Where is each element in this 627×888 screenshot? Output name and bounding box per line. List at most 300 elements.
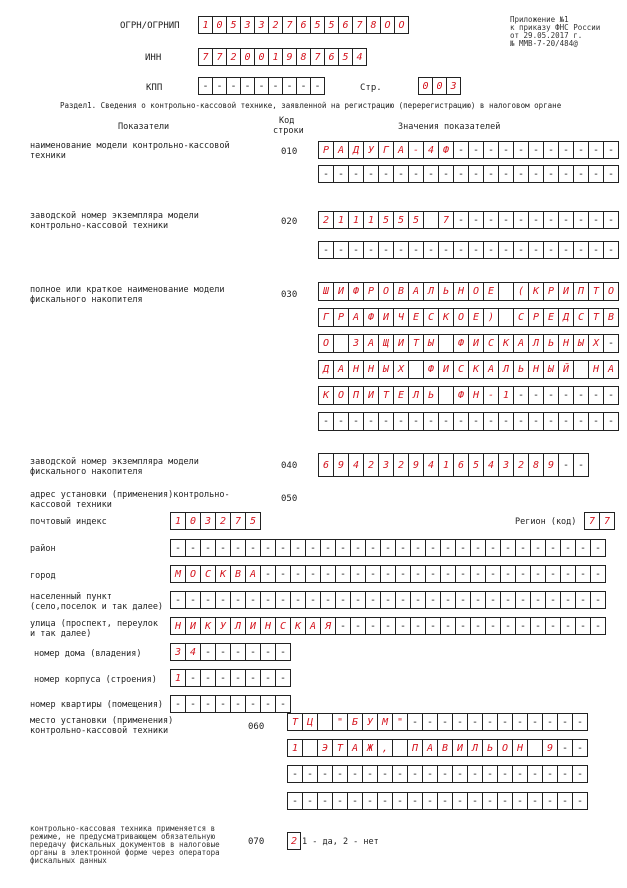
char-cell: О: [318, 334, 334, 353]
char-cell: -: [530, 591, 546, 609]
char-cell: -: [485, 617, 501, 635]
install-place-row[interactable]: [287, 739, 588, 757]
district-input[interactable]: [170, 539, 606, 557]
char-cell: -: [485, 591, 501, 609]
kpp-label: КПП: [146, 83, 163, 93]
char-cell: -: [423, 412, 439, 431]
char-cell: Е: [483, 282, 499, 301]
char-cell: 1: [498, 386, 514, 405]
char-cell: Л: [467, 739, 483, 757]
label-postal: почтовый индекс: [30, 517, 107, 527]
char-cell: П: [348, 386, 364, 405]
char-cell: -: [557, 713, 573, 731]
char-cell: -: [347, 792, 363, 810]
char-cell: 9: [543, 453, 559, 477]
fn-name-row[interactable]: [318, 334, 619, 353]
char-cell: 6: [296, 16, 311, 34]
char-cell: -: [453, 141, 469, 159]
char-cell: -: [410, 591, 426, 609]
char-cell: -: [512, 713, 528, 731]
fn-serial-input[interactable]: [318, 453, 589, 477]
char-cell: И: [558, 282, 574, 301]
char-cell: -: [453, 211, 469, 229]
char-cell: -: [543, 241, 559, 259]
char-cell: -: [482, 792, 498, 810]
char-cell: [408, 360, 424, 379]
char-cell: Ж: [362, 739, 378, 757]
appendix-note: [510, 16, 600, 48]
appendix-line: № ММВ-7-20/484@: [510, 39, 578, 48]
fn-name-row[interactable]: [318, 412, 619, 431]
postal-code-input[interactable]: [170, 512, 261, 530]
ogrn-label: ОГРН/ОГРНИП: [120, 21, 180, 31]
char-cell: -: [392, 765, 408, 783]
char-cell: А: [422, 739, 438, 757]
char-cell: А: [408, 282, 424, 301]
char-cell: -: [455, 591, 471, 609]
char-cell: 7: [352, 16, 367, 34]
section-title: Раздел1. Сведения о контрольно-кассовой технике, заявленной на регистрацию (перерегистрацию) в налоговом органе: [60, 101, 562, 110]
char-cell: Я: [320, 617, 336, 635]
char-cell: 3: [498, 453, 514, 477]
char-cell: -: [287, 765, 303, 783]
char-cell: -: [393, 241, 409, 259]
char-cell: -: [347, 765, 363, 783]
char-cell: -: [467, 765, 483, 783]
fn-name-row[interactable]: [318, 282, 619, 301]
char-cell: М: [377, 713, 393, 731]
label-street-2: и так далее): [30, 629, 92, 639]
fn-name-row[interactable]: [318, 308, 619, 327]
char-cell: -: [425, 565, 441, 583]
char-cell: -: [528, 412, 544, 431]
char-cell: 5: [310, 16, 325, 34]
char-cell: -: [603, 412, 619, 431]
char-cell: -: [198, 77, 213, 95]
char-cell: -: [365, 539, 381, 557]
char-cell: Р: [528, 308, 544, 327]
char-cell: 8: [528, 453, 544, 477]
char-cell: 2: [268, 16, 283, 34]
char-cell: -: [185, 539, 201, 557]
char-cell: -: [588, 412, 604, 431]
char-cell: -: [498, 412, 514, 431]
char-cell: А: [483, 360, 499, 379]
char-cell: -: [603, 211, 619, 229]
char-cell: -: [230, 669, 246, 687]
street-input[interactable]: [170, 617, 606, 635]
page-number: [418, 77, 461, 95]
char-cell: -: [393, 412, 409, 431]
char-cell: Х: [588, 334, 604, 353]
char-cell: 9: [542, 739, 558, 757]
char-cell: К: [200, 617, 216, 635]
char-cell: -: [350, 591, 366, 609]
char-cell: -: [572, 765, 588, 783]
char-cell: -: [275, 539, 291, 557]
code-020: 020: [281, 217, 298, 227]
char-cell: -: [408, 141, 424, 159]
char-cell: Э: [317, 739, 333, 757]
char-cell: Е: [408, 308, 424, 327]
char-cell: -: [470, 565, 486, 583]
label-070-line: режиме, не предусматривающем обязательную: [30, 832, 216, 841]
char-cell: -: [245, 669, 261, 687]
char-cell: [498, 282, 514, 301]
flat-input[interactable]: [170, 695, 291, 713]
char-cell: С: [275, 617, 291, 635]
char-cell: Н: [363, 360, 379, 379]
char-cell: -: [305, 591, 321, 609]
char-cell: -: [215, 539, 231, 557]
char-cell: В: [230, 565, 246, 583]
char-cell: -: [410, 617, 426, 635]
char-cell: -: [290, 591, 306, 609]
char-cell: -: [230, 695, 246, 713]
char-cell: -: [335, 539, 351, 557]
char-cell: 2: [287, 832, 301, 850]
locality-input[interactable]: [170, 591, 606, 609]
char-cell: Ф: [453, 334, 469, 353]
char-cell: -: [423, 241, 439, 259]
char-cell: -: [407, 765, 423, 783]
fn-name-row[interactable]: [318, 360, 619, 379]
char-cell: -: [485, 539, 501, 557]
char-cell: -: [530, 565, 546, 583]
char-cell: Н: [170, 617, 186, 635]
char-cell: 9: [333, 453, 349, 477]
char-cell: 5: [378, 211, 394, 229]
region-code-input[interactable]: [584, 512, 615, 530]
char-cell: Ь: [423, 386, 439, 405]
char-cell: Н: [512, 739, 528, 757]
char-cell: [423, 211, 439, 229]
char-cell: 5: [226, 16, 241, 34]
char-cell: Г: [318, 308, 334, 327]
serial-row[interactable]: [318, 241, 619, 259]
char-cell: -: [425, 539, 441, 557]
char-cell: -: [348, 412, 364, 431]
char-cell: -: [542, 713, 558, 731]
char-cell: -: [543, 141, 559, 159]
char-cell: 1: [198, 16, 213, 34]
char-cell: -: [230, 591, 246, 609]
char-cell: -: [528, 211, 544, 229]
char-cell: -: [603, 334, 619, 353]
char-cell: -: [215, 643, 231, 661]
ogrn-input[interactable]: [198, 16, 409, 34]
char-cell: 8: [366, 16, 381, 34]
char-cell: [438, 386, 454, 405]
char-cell: -: [185, 695, 201, 713]
char-cell: И: [245, 617, 261, 635]
label-060-2: контрольно-кассовой техники: [30, 726, 169, 736]
char-cell: З: [348, 334, 364, 353]
char-cell: И: [393, 334, 409, 353]
building-input[interactable]: [170, 669, 291, 687]
char-cell: -: [440, 617, 456, 635]
char-cell: -: [557, 765, 573, 783]
char-cell: -: [515, 617, 531, 635]
install-place-row[interactable]: [287, 765, 588, 783]
char-cell: -: [527, 792, 543, 810]
char-cell: -: [497, 792, 513, 810]
char-cell: -: [483, 241, 499, 259]
char-cell: ": [392, 713, 408, 731]
char-cell: -: [438, 165, 454, 183]
char-cell: -: [437, 765, 453, 783]
char-cell: -: [543, 412, 559, 431]
house-input[interactable]: [170, 643, 291, 661]
char-cell: -: [558, 241, 574, 259]
col-values: Значения показателей: [398, 122, 501, 132]
char-cell: -: [513, 211, 529, 229]
char-cell: -: [215, 695, 231, 713]
char-cell: -: [365, 617, 381, 635]
char-cell: В: [437, 739, 453, 757]
char-cell: -: [545, 591, 561, 609]
char-cell: (: [513, 282, 529, 301]
char-cell: В: [603, 308, 619, 327]
code-030: 030: [281, 290, 298, 300]
code-040: 040: [281, 461, 298, 471]
char-cell: -: [260, 695, 276, 713]
char-cell: -: [528, 386, 544, 405]
char-cell: -: [498, 211, 514, 229]
char-cell: -: [200, 591, 216, 609]
install-place-row[interactable]: [287, 713, 588, 731]
char-cell: -: [410, 539, 426, 557]
char-cell: Й: [558, 360, 574, 379]
char-cell: -: [575, 565, 591, 583]
char-cell: -: [407, 713, 423, 731]
kpp-input[interactable]: [198, 77, 325, 95]
char-cell: -: [363, 165, 379, 183]
char-cell: -: [453, 412, 469, 431]
char-cell: -: [318, 241, 334, 259]
char-cell: 6: [338, 16, 353, 34]
char-cell: 3: [378, 453, 394, 477]
char-cell: ): [483, 308, 499, 327]
char-cell: -: [485, 565, 501, 583]
label-070-line: органы в электронной форме через оператора: [30, 848, 220, 857]
char-cell: -: [378, 412, 394, 431]
char-cell: 4: [483, 453, 499, 477]
char-cell: Н: [468, 386, 484, 405]
char-cell: -: [453, 241, 469, 259]
char-cell: -: [302, 792, 318, 810]
char-cell: -: [512, 765, 528, 783]
page-label: Стр.: [360, 83, 382, 93]
char-cell: -: [438, 412, 454, 431]
char-cell: К: [438, 308, 454, 327]
char-cell: 2: [363, 453, 379, 477]
char-cell: А: [363, 334, 379, 353]
char-cell: -: [453, 165, 469, 183]
char-cell: -: [275, 695, 291, 713]
char-cell: 0: [418, 77, 433, 95]
char-cell: С: [513, 308, 529, 327]
char-cell: -: [335, 617, 351, 635]
char-cell: -: [320, 539, 336, 557]
char-cell: Р: [363, 282, 379, 301]
char-cell: -: [455, 617, 471, 635]
char-cell: -: [513, 141, 529, 159]
char-cell: -: [558, 386, 574, 405]
char-cell: Г: [378, 141, 394, 159]
model-name-row[interactable]: [318, 141, 619, 159]
char-cell: 3: [240, 16, 255, 34]
char-cell: А: [333, 360, 349, 379]
char-cell: -: [590, 539, 606, 557]
char-cell: М: [170, 565, 186, 583]
char-cell: Н: [558, 334, 574, 353]
char-cell: -: [603, 241, 619, 259]
char-cell: ": [332, 713, 348, 731]
char-cell: 7: [282, 16, 297, 34]
label-030: полное или краткое наименование модели фискального накопителя: [30, 285, 225, 305]
char-cell: В: [393, 282, 409, 301]
char-cell: -: [575, 617, 591, 635]
char-cell: -: [245, 539, 261, 557]
model-name-row[interactable]: [318, 165, 619, 183]
char-cell: -: [230, 539, 246, 557]
char-cell: Ш: [318, 282, 334, 301]
char-cell: -: [362, 765, 378, 783]
char-cell: Н: [528, 360, 544, 379]
char-cell: -: [528, 165, 544, 183]
char-cell: -: [275, 643, 291, 661]
label-040: заводской номер экземпляра модели фискального накопителя: [30, 457, 199, 477]
char-cell: 1: [333, 211, 349, 229]
char-cell: -: [572, 713, 588, 731]
char-cell: -: [513, 165, 529, 183]
label-070-line: передачу фискальных документов в налоговые: [30, 840, 220, 849]
char-cell: -: [282, 77, 297, 95]
char-cell: -: [573, 412, 589, 431]
offline-mode-input[interactable]: [287, 832, 301, 850]
char-cell: -: [543, 165, 559, 183]
char-cell: -: [573, 453, 589, 477]
char-cell: -: [543, 211, 559, 229]
char-cell: 1: [170, 669, 186, 687]
char-cell: -: [530, 617, 546, 635]
char-cell: А: [305, 617, 321, 635]
char-cell: -: [260, 539, 276, 557]
char-cell: Т: [287, 713, 303, 731]
char-cell: -: [422, 792, 438, 810]
char-cell: -: [245, 643, 261, 661]
char-cell: -: [350, 617, 366, 635]
char-cell: 0: [240, 48, 255, 66]
char-cell: -: [350, 565, 366, 583]
char-cell: -: [268, 77, 283, 95]
char-cell: А: [513, 334, 529, 353]
char-cell: -: [260, 565, 276, 583]
char-cell: Т: [408, 334, 424, 353]
char-cell: [333, 334, 349, 353]
char-cell: -: [468, 165, 484, 183]
char-cell: -: [395, 539, 411, 557]
char-cell: -: [392, 792, 408, 810]
inn-label: ИНН: [145, 53, 162, 63]
char-cell: К: [528, 282, 544, 301]
char-cell: 6: [324, 48, 339, 66]
char-cell: -: [170, 591, 186, 609]
char-cell: О: [185, 565, 201, 583]
char-cell: -: [200, 695, 216, 713]
char-cell: -: [380, 565, 396, 583]
char-cell: 5: [338, 48, 353, 66]
char-cell: -: [393, 165, 409, 183]
install-place-row[interactable]: [287, 792, 588, 810]
char-cell: -: [377, 792, 393, 810]
char-cell: -: [318, 412, 334, 431]
appendix-line: к приказу ФНС России: [510, 23, 601, 32]
char-cell: -: [395, 591, 411, 609]
char-cell: -: [408, 412, 424, 431]
char-cell: С: [423, 308, 439, 327]
char-cell: -: [572, 739, 588, 757]
char-cell: 7: [584, 512, 600, 530]
char-cell: Н: [260, 617, 276, 635]
char-cell: -: [320, 565, 336, 583]
char-cell: О: [603, 282, 619, 301]
char-cell: -: [527, 713, 543, 731]
char-cell: А: [245, 565, 261, 583]
label-city: город: [30, 571, 56, 581]
inn-input[interactable]: [198, 48, 367, 66]
appendix-line: Приложение №1: [510, 15, 569, 24]
char-cell: 1: [363, 211, 379, 229]
char-cell: -: [245, 591, 261, 609]
char-cell: -: [603, 141, 619, 159]
label-building: номер корпуса (строения): [34, 675, 157, 685]
char-cell: -: [513, 241, 529, 259]
char-cell: А: [333, 141, 349, 159]
label-house: номер дома (владения): [34, 649, 142, 659]
char-cell: -: [498, 241, 514, 259]
city-input[interactable]: [170, 565, 606, 583]
char-cell: -: [588, 165, 604, 183]
char-cell: -: [437, 792, 453, 810]
serial-row[interactable]: [318, 211, 619, 229]
char-cell: О: [497, 739, 513, 757]
char-cell: 2: [215, 512, 231, 530]
char-cell: -: [545, 539, 561, 557]
char-cell: -: [498, 165, 514, 183]
label-region: Регион (код): [515, 517, 577, 527]
char-cell: 0: [212, 16, 227, 34]
char-cell: -: [212, 77, 227, 95]
char-cell: С: [573, 308, 589, 327]
char-cell: -: [302, 765, 318, 783]
char-cell: -: [588, 141, 604, 159]
char-cell: -: [317, 792, 333, 810]
char-cell: -: [590, 617, 606, 635]
char-cell: -: [527, 765, 543, 783]
char-cell: -: [395, 565, 411, 583]
char-cell: -: [378, 241, 394, 259]
char-cell: -: [558, 211, 574, 229]
char-cell: -: [305, 565, 321, 583]
char-cell: О: [468, 282, 484, 301]
char-cell: -: [483, 412, 499, 431]
fn-name-row[interactable]: [318, 386, 619, 405]
char-cell: А: [348, 308, 364, 327]
char-cell: 1: [438, 453, 454, 477]
char-cell: А: [603, 360, 619, 379]
